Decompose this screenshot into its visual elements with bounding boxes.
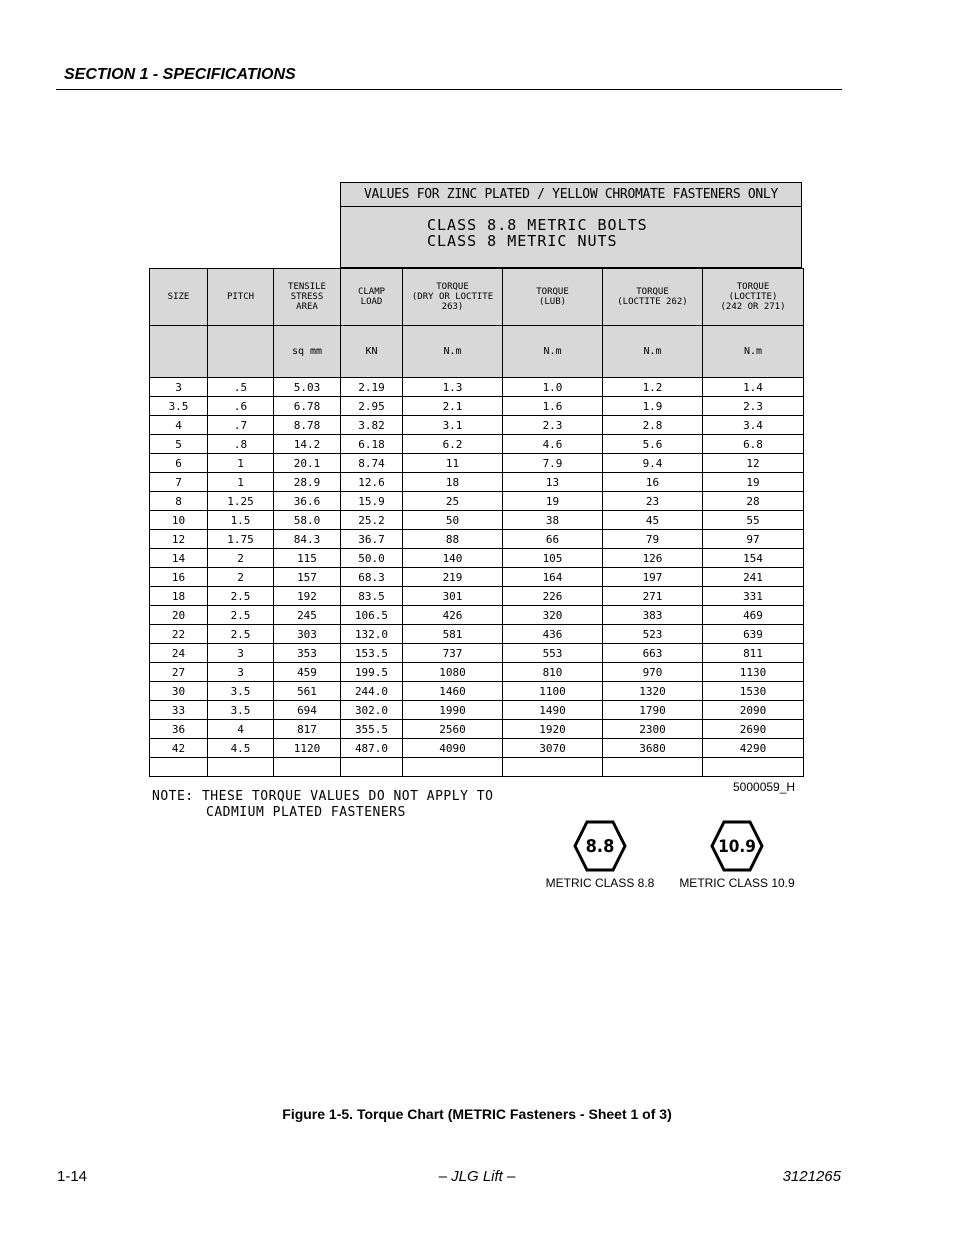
table-cell: 157 bbox=[274, 568, 341, 587]
column-header bbox=[150, 269, 208, 326]
table-cell: 3.5 bbox=[150, 397, 208, 416]
table-cell: 154 bbox=[703, 549, 804, 568]
table-cell: 4 bbox=[150, 416, 208, 435]
table-cell: 3.82 bbox=[341, 416, 403, 435]
table-cell-empty bbox=[403, 758, 503, 777]
table-cell: 469 bbox=[703, 606, 804, 625]
table-cell: 1130 bbox=[703, 663, 804, 682]
column-header-line: (LOCTITE 262) bbox=[617, 297, 688, 307]
table-cell: 18 bbox=[403, 473, 503, 492]
table-cell: 12 bbox=[703, 454, 804, 473]
table-row bbox=[150, 492, 804, 511]
table-cell: 1530 bbox=[703, 682, 804, 701]
column-header-line: CLAMP bbox=[357, 287, 386, 297]
table-cell: 19 bbox=[503, 492, 603, 511]
table-cell: 303 bbox=[274, 625, 341, 644]
table-cell: 2.95 bbox=[341, 397, 403, 416]
table-cell: 105 bbox=[503, 549, 603, 568]
table-cell: 5.03 bbox=[274, 378, 341, 397]
table-cell: 83.5 bbox=[341, 587, 403, 606]
table-cell: 811 bbox=[703, 644, 804, 663]
table-cell: 10 bbox=[150, 511, 208, 530]
table-cell: 36 bbox=[150, 720, 208, 739]
table-cell: 3.4 bbox=[703, 416, 804, 435]
table-cell: 3 bbox=[208, 644, 274, 663]
table-row bbox=[150, 587, 804, 606]
table-cell: 1.3 bbox=[403, 378, 503, 397]
banner-line-1: CLASS 8.8 METRIC BOLTS bbox=[427, 216, 648, 234]
table-cell: 1 bbox=[208, 454, 274, 473]
table-units-row bbox=[150, 326, 804, 378]
torque-table bbox=[149, 268, 804, 777]
column-header bbox=[603, 269, 703, 326]
table-cell: 2300 bbox=[603, 720, 703, 739]
table-cell: 1080 bbox=[403, 663, 503, 682]
bolt-head-icon bbox=[710, 820, 764, 872]
table-cell: 28 bbox=[703, 492, 804, 511]
table-cell: 436 bbox=[503, 625, 603, 644]
table-cell: 523 bbox=[603, 625, 703, 644]
table-cell: 84.3 bbox=[274, 530, 341, 549]
table-cell: 5.6 bbox=[603, 435, 703, 454]
column-header-line: LOAD bbox=[360, 297, 383, 307]
table-cell-empty bbox=[603, 758, 703, 777]
table-cell: 2.8 bbox=[603, 416, 703, 435]
table-cell: 810 bbox=[503, 663, 603, 682]
table-cell-empty bbox=[503, 758, 603, 777]
table-row bbox=[150, 644, 804, 663]
table-cell: 4290 bbox=[703, 739, 804, 758]
table-cell: 2.19 bbox=[341, 378, 403, 397]
table-cell: 219 bbox=[403, 568, 503, 587]
table-cell: 5 bbox=[150, 435, 208, 454]
table-row bbox=[150, 663, 804, 682]
table-cell: 581 bbox=[403, 625, 503, 644]
note-line-2: CADMIUM PLATED FASTENERS bbox=[206, 805, 406, 820]
table-cell: 487.0 bbox=[341, 739, 403, 758]
table-cell: 68.3 bbox=[341, 568, 403, 587]
table-cell: 16 bbox=[150, 568, 208, 587]
table-cell-empty bbox=[150, 758, 208, 777]
table-cell: 2690 bbox=[703, 720, 804, 739]
column-unit: N.m bbox=[503, 326, 603, 378]
table-cell: 132.0 bbox=[341, 625, 403, 644]
table-cell: 245 bbox=[274, 606, 341, 625]
table-cell: 2560 bbox=[403, 720, 503, 739]
table-cell: 3.5 bbox=[208, 682, 274, 701]
column-header-line: (LUB) bbox=[538, 297, 567, 307]
figure-caption: Figure 1-5. Torque Chart (METRIC Fasteners - Sheet 1 of 3) bbox=[282, 1106, 672, 1122]
bolt-caption: METRIC CLASS 8.8 bbox=[545, 876, 655, 890]
table-cell: .6 bbox=[208, 397, 274, 416]
table-cell: 2.5 bbox=[208, 625, 274, 644]
table-cell: 12.6 bbox=[341, 473, 403, 492]
table-cell: 3680 bbox=[603, 739, 703, 758]
table-cell: 2.5 bbox=[208, 606, 274, 625]
column-header-line: (242 OR 271) bbox=[720, 302, 786, 312]
banner-line-2: CLASS 8 METRIC NUTS bbox=[427, 232, 618, 250]
table-cell: 79 bbox=[603, 530, 703, 549]
table-cell: 11 bbox=[403, 454, 503, 473]
table-row bbox=[150, 720, 804, 739]
table-cell: 36.7 bbox=[341, 530, 403, 549]
column-header-line: TORQUE bbox=[536, 287, 569, 297]
table-cell: 88 bbox=[403, 530, 503, 549]
table-cell: 3.1 bbox=[403, 416, 503, 435]
table-cell: 199.5 bbox=[341, 663, 403, 682]
note bbox=[152, 789, 493, 821]
table-cell: 244.0 bbox=[341, 682, 403, 701]
table-cell: 24 bbox=[150, 644, 208, 663]
table-cell: 126 bbox=[603, 549, 703, 568]
column-header bbox=[503, 269, 603, 326]
column-header bbox=[208, 269, 274, 326]
table-cell-empty bbox=[274, 758, 341, 777]
table-row bbox=[150, 625, 804, 644]
table-cell: 2.1 bbox=[403, 397, 503, 416]
table-header-row bbox=[150, 269, 804, 326]
table-row bbox=[150, 549, 804, 568]
table-cell: 1120 bbox=[274, 739, 341, 758]
table-row bbox=[150, 378, 804, 397]
column-header-line: AREA bbox=[296, 302, 318, 312]
column-header bbox=[703, 269, 804, 326]
table-cell: 3070 bbox=[503, 739, 603, 758]
table-cell: 355.5 bbox=[341, 720, 403, 739]
table-cell: 38 bbox=[503, 511, 603, 530]
table-cell: 28.9 bbox=[274, 473, 341, 492]
table-cell: 561 bbox=[274, 682, 341, 701]
table-cell: 45 bbox=[603, 511, 703, 530]
table-row bbox=[150, 454, 804, 473]
table-cell: 197 bbox=[603, 568, 703, 587]
table-cell: 115 bbox=[274, 549, 341, 568]
table-cell: 694 bbox=[274, 701, 341, 720]
table-cell: 16 bbox=[603, 473, 703, 492]
table-cell: 226 bbox=[503, 587, 603, 606]
table-cell: 66 bbox=[503, 530, 603, 549]
table-cell: 97 bbox=[703, 530, 804, 549]
table-cell: 8 bbox=[150, 492, 208, 511]
table-cell: 1.4 bbox=[703, 378, 804, 397]
table-cell: 302.0 bbox=[341, 701, 403, 720]
table-cell: 20.1 bbox=[274, 454, 341, 473]
column-unit: KN bbox=[341, 326, 403, 378]
table-cell: 2.5 bbox=[208, 587, 274, 606]
column-header bbox=[403, 269, 503, 326]
table-cell: 1790 bbox=[603, 701, 703, 720]
table-cell: 58.0 bbox=[274, 511, 341, 530]
table-cell: 27 bbox=[150, 663, 208, 682]
column-header-line: (LOCTITE) bbox=[728, 292, 778, 302]
table-row bbox=[150, 416, 804, 435]
table-cell: 106.5 bbox=[341, 606, 403, 625]
table-cell: 20 bbox=[150, 606, 208, 625]
column-header-line: TORQUE bbox=[436, 282, 469, 292]
table-cell: 14 bbox=[150, 549, 208, 568]
table-cell: 2 bbox=[208, 549, 274, 568]
table-cell: 301 bbox=[403, 587, 503, 606]
table-cell: 50 bbox=[403, 511, 503, 530]
footer-doc-number: 3121265 bbox=[782, 1168, 841, 1185]
table-cell: 737 bbox=[403, 644, 503, 663]
table-cell: 36.6 bbox=[274, 492, 341, 511]
table-cell-empty bbox=[341, 758, 403, 777]
column-unit: sq mm bbox=[274, 326, 341, 378]
table-cell: .8 bbox=[208, 435, 274, 454]
table-cell: 663 bbox=[603, 644, 703, 663]
bolt-caption: METRIC CLASS 10.9 bbox=[679, 876, 795, 890]
section-title: SECTION 1 - SPECIFICATIONS bbox=[64, 66, 296, 83]
table-cell: 6 bbox=[150, 454, 208, 473]
table-cell: 3 bbox=[150, 378, 208, 397]
table-cell: 1.9 bbox=[603, 397, 703, 416]
bolt-mark: 8.8 bbox=[585, 836, 615, 857]
table-cell: 4.6 bbox=[503, 435, 603, 454]
table-cell: 8.74 bbox=[341, 454, 403, 473]
table-cell: 1460 bbox=[403, 682, 503, 701]
column-unit bbox=[208, 326, 274, 378]
table-cell: 25.2 bbox=[341, 511, 403, 530]
table-row bbox=[150, 511, 804, 530]
banner-class-text bbox=[341, 207, 801, 249]
table-cell: 1.6 bbox=[503, 397, 603, 416]
table-cell: 553 bbox=[503, 644, 603, 663]
table-cell: 50.0 bbox=[341, 549, 403, 568]
table-cell: 15.9 bbox=[341, 492, 403, 511]
table-cell-empty bbox=[208, 758, 274, 777]
table-cell: 320 bbox=[503, 606, 603, 625]
table-cell: 7.9 bbox=[503, 454, 603, 473]
table-cell: 1920 bbox=[503, 720, 603, 739]
table-cell: 23 bbox=[603, 492, 703, 511]
table-row bbox=[150, 473, 804, 492]
table-cell: 33 bbox=[150, 701, 208, 720]
note-line-1: NOTE: THESE TORQUE VALUES DO NOT APPLY TO bbox=[152, 789, 494, 804]
table-cell: 13 bbox=[503, 473, 603, 492]
table-cell: 1.2 bbox=[603, 378, 703, 397]
table-cell: 353 bbox=[274, 644, 341, 663]
table-row bbox=[150, 568, 804, 587]
table-cell: 1 bbox=[208, 473, 274, 492]
table-row bbox=[150, 701, 804, 720]
column-header-line: SIZE bbox=[167, 292, 190, 302]
column-header-line: PITCH bbox=[226, 292, 255, 302]
table-cell: 4090 bbox=[403, 739, 503, 758]
bolt-class-10-9 bbox=[672, 820, 802, 890]
table-cell: 241 bbox=[703, 568, 804, 587]
table-cell: 18 bbox=[150, 587, 208, 606]
table-cell: 1.75 bbox=[208, 530, 274, 549]
figure-id: 5000059_H bbox=[733, 780, 796, 794]
column-header bbox=[341, 269, 403, 326]
table-cell: 4.5 bbox=[208, 739, 274, 758]
column-unit: N.m bbox=[403, 326, 503, 378]
table-row bbox=[150, 682, 804, 701]
table-cell: 331 bbox=[703, 587, 804, 606]
table-cell: 1.25 bbox=[208, 492, 274, 511]
table-cell: .5 bbox=[208, 378, 274, 397]
table-cell: 1320 bbox=[603, 682, 703, 701]
table-cell: 6.8 bbox=[703, 435, 804, 454]
bolt-head-icon bbox=[573, 820, 627, 872]
table-cell: 9.4 bbox=[603, 454, 703, 473]
table-cell: 6.18 bbox=[341, 435, 403, 454]
table-cell: 6.78 bbox=[274, 397, 341, 416]
table-cell: 12 bbox=[150, 530, 208, 549]
footer-page-number: 1-14 bbox=[57, 1168, 88, 1185]
bolt-class-8-8 bbox=[540, 820, 660, 890]
table-cell: 271 bbox=[603, 587, 703, 606]
table-cell: 2 bbox=[208, 568, 274, 587]
table-cell: 3 bbox=[208, 663, 274, 682]
column-header-line: (DRY OR LOCTITE 263) bbox=[411, 292, 494, 312]
fastener-banner bbox=[340, 182, 802, 268]
table-cell: 1490 bbox=[503, 701, 603, 720]
table-cell: 2.3 bbox=[703, 397, 804, 416]
table-cell: 426 bbox=[403, 606, 503, 625]
column-unit: N.m bbox=[703, 326, 804, 378]
table-cell: 8.78 bbox=[274, 416, 341, 435]
table-cell: 1100 bbox=[503, 682, 603, 701]
table-cell: .7 bbox=[208, 416, 274, 435]
table-row bbox=[150, 435, 804, 454]
banner-top-text: VALUES FOR ZINC PLATED / YELLOW CHROMATE FASTENERS ONLY bbox=[341, 183, 801, 207]
table-cell: 459 bbox=[274, 663, 341, 682]
table-cell: 4 bbox=[208, 720, 274, 739]
table-cell: 2.3 bbox=[503, 416, 603, 435]
table-cell: 639 bbox=[703, 625, 804, 644]
table-row bbox=[150, 397, 804, 416]
table-cell: 153.5 bbox=[341, 644, 403, 663]
column-header-line: TORQUE bbox=[636, 287, 669, 297]
table-cell: 817 bbox=[274, 720, 341, 739]
table-cell: 1.5 bbox=[208, 511, 274, 530]
table-cell: 7 bbox=[150, 473, 208, 492]
table-cell: 3.5 bbox=[208, 701, 274, 720]
table-cell-empty bbox=[703, 758, 804, 777]
table-row-blank bbox=[150, 758, 804, 777]
table-cell: 19 bbox=[703, 473, 804, 492]
table-cell: 383 bbox=[603, 606, 703, 625]
table-row bbox=[150, 739, 804, 758]
header-rule bbox=[56, 89, 842, 90]
table-cell: 140 bbox=[403, 549, 503, 568]
column-header bbox=[274, 269, 341, 326]
table-cell: 30 bbox=[150, 682, 208, 701]
table-cell: 2090 bbox=[703, 701, 804, 720]
table-cell: 192 bbox=[274, 587, 341, 606]
column-unit: N.m bbox=[603, 326, 703, 378]
bolt-mark: 10.9 bbox=[718, 837, 756, 857]
column-header-line: STRESS bbox=[290, 292, 324, 302]
table-cell: 42 bbox=[150, 739, 208, 758]
footer-publisher: – JLG Lift – bbox=[438, 1168, 516, 1185]
table-cell: 6.2 bbox=[403, 435, 503, 454]
column-header-line: TORQUE bbox=[736, 282, 770, 292]
table-cell: 1990 bbox=[403, 701, 503, 720]
table-cell: 164 bbox=[503, 568, 603, 587]
table-cell: 25 bbox=[403, 492, 503, 511]
table-cell: 14.2 bbox=[274, 435, 341, 454]
table-cell: 970 bbox=[603, 663, 703, 682]
table-row bbox=[150, 530, 804, 549]
column-header-line: TENSILE bbox=[288, 282, 326, 292]
column-unit bbox=[150, 326, 208, 378]
table-row bbox=[150, 606, 804, 625]
table-cell: 22 bbox=[150, 625, 208, 644]
table-cell: 55 bbox=[703, 511, 804, 530]
table-cell: 1.0 bbox=[503, 378, 603, 397]
table-body bbox=[150, 378, 804, 777]
